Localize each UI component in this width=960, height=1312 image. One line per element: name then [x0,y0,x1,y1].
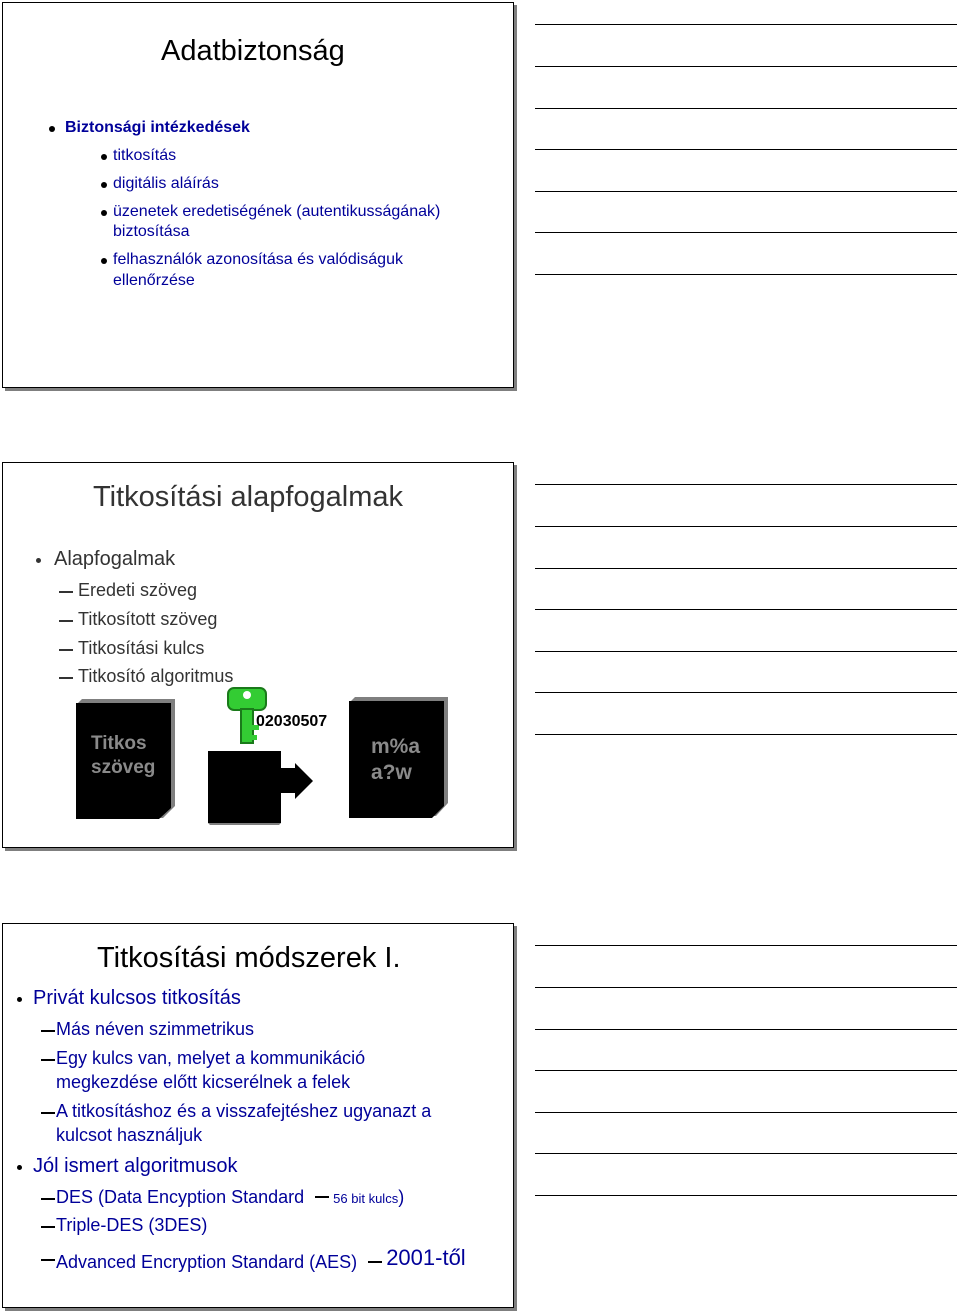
dash-marker [41,1059,55,1061]
list-item-continuation: megkezdése előtt kicserélnek a felek [56,1072,351,1092]
dash-marker [41,1226,55,1228]
list-item: titkosítás [113,147,177,164]
list-item-continuation: kulcsot használjuk [56,1125,203,1145]
bullet-dot [17,1165,22,1170]
note-line [535,734,957,735]
note-line [535,1070,957,1071]
note-line [535,609,957,610]
dash-marker [41,1198,55,1200]
list-item: Titkosítási kulcs [78,638,205,658]
note-line [535,692,957,693]
list-item-continuation: biztosítása [113,223,190,240]
dash-marker [41,1259,55,1261]
slide-titkositasi-modszerek [2,923,514,1308]
ciphertext-line: a?w [371,761,412,784]
note-line [535,1112,957,1113]
list-item: Titkosító algoritmus [78,666,234,686]
note-line [535,526,957,527]
list-item: Egy kulcs van, melyet a kommunikáció [56,1048,366,1068]
bullet-dot [101,210,107,216]
note-line [535,66,957,67]
des-key-size: 56 bit kulcs [333,1191,399,1206]
note-line [535,108,957,109]
aes-label: Advanced Encryption Standard (AES) [56,1252,358,1272]
note-line [535,568,957,569]
note-line [535,987,957,988]
plaintext-line: Titkos [91,733,147,754]
algorithm-box-icon [208,751,313,825]
list-item-continuation: ellenőrzése [113,272,195,289]
slide-title: Adatbiztonság [161,35,345,67]
dash-marker [315,1196,329,1198]
bullet-heading: Privát kulcsos titkosítás [33,987,241,1009]
slide-title: Titkosítási alapfogalmak [93,481,404,513]
dash-marker [41,1030,55,1032]
list-item: Eredeti szöveg [78,580,198,600]
note-line [535,149,957,150]
bullet-dot [101,258,107,264]
plaintext-line: szöveg [91,757,156,778]
list-item: felhasználók azonosítása és valódiságuk [113,251,403,268]
note-line [535,274,957,275]
note-line [535,232,957,233]
bullet-heading: Alapfogalmak [54,548,176,570]
bullet-dot [17,997,22,1002]
note-line [535,484,957,485]
list-item: A titkosításhoz és a visszafejtéshez ugyanazt a [56,1101,432,1121]
list-item-des [56,1187,404,1208]
note-line [535,191,957,192]
bullet-heading: Biztonsági intézkedések [65,119,250,136]
list-item: üzenetek eredetiségének (autentikusságának) [113,203,441,220]
bullet-dot [101,182,107,188]
bullet-dot [49,126,55,132]
note-line [535,24,957,25]
bullet-heading: Jól ismert algoritmusok [33,1155,238,1177]
list-item: Titkosított szöveg [78,609,218,629]
encryption-diagram [3,463,515,849]
list-item: Triple-DES (3DES) [56,1215,208,1235]
slide-titkositasi-alapfogalmak [2,462,514,848]
slide-adatbiztonsag [2,2,514,388]
dash-marker [368,1261,382,1263]
note-line [535,945,957,946]
des-close: ) [398,1187,405,1207]
list-item: Más néven szimmetrikus [56,1019,255,1039]
list-item: digitális aláírás [113,175,219,192]
list-item-aes [56,1245,466,1274]
key-value: 02030507 [256,713,328,730]
note-line [535,1029,957,1030]
slide-title: Titkosítási módszerek I. [97,942,401,974]
ciphertext-line: m%a [371,735,421,758]
note-line [535,651,957,652]
aes-year: 2001-től [386,1245,466,1270]
dash-marker [41,1112,55,1114]
note-line [535,1195,957,1196]
bullet-dot [101,154,107,160]
note-line [535,1153,957,1154]
des-label: DES (Data Encyption Standard [56,1187,305,1207]
